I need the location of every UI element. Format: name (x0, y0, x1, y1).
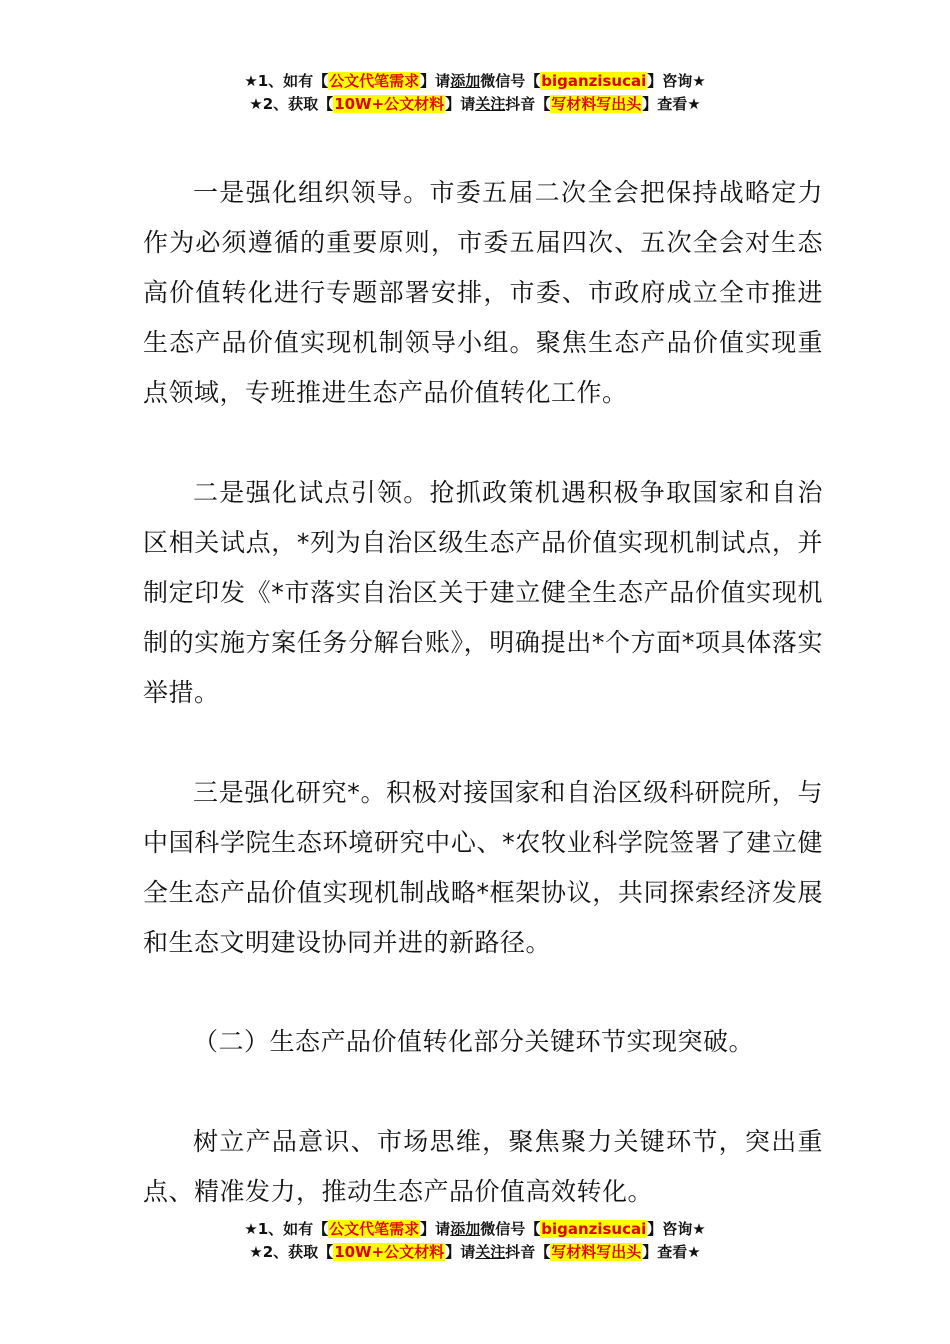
header-banner (0, 70, 950, 116)
banner-text: 】请 (420, 72, 451, 90)
banner-text: ★1、如有【 (244, 72, 329, 90)
banner-highlight: 10W+公文材料 (334, 1243, 445, 1261)
banner-text: 】请 (420, 1220, 451, 1238)
footer-banner (0, 1218, 950, 1264)
section-heading (143, 1017, 823, 1067)
banner-text: 】查看★ (642, 95, 701, 113)
banner-underlined-text: 关注 (475, 1243, 506, 1261)
banner-text: 】咨询★ (647, 1220, 706, 1238)
banner-underlined-text: 添加 (450, 1220, 481, 1238)
paragraph-text: 二是强化试点引领。抢抓政策机遇积极争取国家和自治区相关试点，*列为自治区级生态产品价值实现机制试点，并制定印发《*市落实自治区关于建立健全生态产品价值实现机制的实施方案任务分解台账》，明确提出*个方面*项具体落实举措。 (143, 478, 823, 707)
document-paragraph (143, 768, 823, 968)
document-paragraph (143, 468, 823, 718)
banner-line-2 (0, 93, 950, 116)
document-paragraph (143, 168, 823, 418)
banner-text: 】请 (445, 1243, 476, 1261)
banner-text: 】咨询★ (647, 72, 706, 90)
heading-text: （二）生态产品价值转化部分关键环节实现突破。 (193, 1027, 755, 1056)
banner-text: 】查看★ (642, 1243, 701, 1261)
banner-line-2 (0, 1241, 950, 1264)
banner-line-1 (0, 70, 950, 93)
paragraph-text: 三是强化研究*。积极对接国家和自治区级科研院所，与中国科学院生态环境研究中心、*农牧业科学院签署了建立健全生态产品价值实现机制战略*框架协议，共同探索经济发展和生态文明建设协同并进的新路径。 (143, 778, 823, 957)
banner-highlight: biganzisucai (541, 72, 647, 90)
paragraph-text: 一是强化组织领导。市委五届二次全会把保持战略定力作为必须遵循的重要原则，市委五届四次、五次全会对生态高价值转化进行专题部署安排，市委、市政府成立全市推进生态产品价值实现机制领导小组。聚焦生态产品价值实现重点领域，专班推进生态产品价值转化工作。 (143, 178, 823, 407)
banner-text: 微信号【 (480, 1220, 541, 1238)
paragraph-text: 树立产品意识、市场思维，聚焦聚力关键环节，突出重点、精准发力，推动生态产品价值高效转化。 (143, 1127, 823, 1206)
banner-text: ★2、获取【 (249, 1243, 334, 1261)
banner-line-1 (0, 1218, 950, 1241)
banner-text: ★2、获取【 (249, 95, 334, 113)
banner-highlight: 写材料写出头 (551, 1243, 642, 1261)
banner-underlined-text: 关注 (475, 95, 506, 113)
banner-highlight: biganzisucai (541, 1220, 647, 1238)
banner-highlight: 写材料写出头 (551, 95, 642, 113)
banner-underlined-text: 添加 (450, 72, 481, 90)
banner-highlight: 公文代笔需求 (329, 1220, 420, 1238)
banner-highlight: 公文代笔需求 (329, 72, 420, 90)
banner-text: 抖音【 (505, 1243, 551, 1261)
banner-text: ★1、如有【 (244, 1220, 329, 1238)
banner-text: 】请 (445, 95, 476, 113)
document-paragraph (143, 1117, 823, 1217)
banner-highlight: 10W+公文材料 (334, 95, 445, 113)
banner-text: 微信号【 (480, 72, 541, 90)
banner-text: 抖音【 (505, 95, 551, 113)
